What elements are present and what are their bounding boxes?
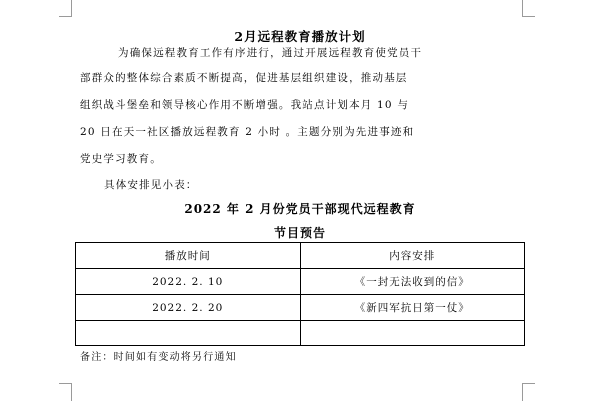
- body-line: 组织战斗堡垒和领导核心作用不断增强。我站点计划本月 10 与: [80, 99, 410, 111]
- footnote: 备注：时间如有变动将另行通知: [80, 352, 237, 363]
- body-line: 具体安排见小表：: [104, 179, 198, 191]
- document-title: 2月远程教育播放计划: [234, 29, 366, 44]
- table-cell-time: 2022. 2. 10: [76, 269, 301, 295]
- table-cell-content: 《一封无法收到的信》: [300, 269, 525, 295]
- table-subtitle: 节目预告: [273, 226, 326, 240]
- crop-mark-bottom-right: [522, 383, 535, 401]
- program-table: [75, 242, 525, 346]
- table-row: [76, 269, 525, 295]
- column-header-content: 内容安排: [300, 243, 525, 269]
- body-line: 部群众的整体综合素质不断提高，促进基层组织建设，推动基层: [80, 72, 408, 84]
- body-line: 党史学习教育。: [80, 153, 162, 165]
- table-cell-content: [300, 321, 525, 346]
- body-line: 为确保远程教育工作有序进行，通过开展远程教育使党员干: [118, 47, 423, 59]
- body-line: 20 日在天一社区播放远程教育 2 小时 。主题分别为先进事迹和: [80, 126, 415, 138]
- table-title: 2022 年 2 月份党员干部现代远程教育: [184, 202, 416, 216]
- crop-mark-top-right: [522, 0, 535, 17]
- table-cell-content: 《新四军抗日第一仗》: [300, 295, 525, 321]
- table-row: [76, 321, 525, 346]
- table-header-row: [76, 243, 525, 269]
- crop-mark-top-left: [59, 0, 72, 17]
- table-row: [76, 295, 525, 321]
- crop-mark-bottom-left: [59, 383, 72, 401]
- table-cell-time: [76, 321, 301, 346]
- column-header-time: 播放时间: [76, 243, 301, 269]
- table-cell-time: 2022. 2. 20: [76, 295, 301, 321]
